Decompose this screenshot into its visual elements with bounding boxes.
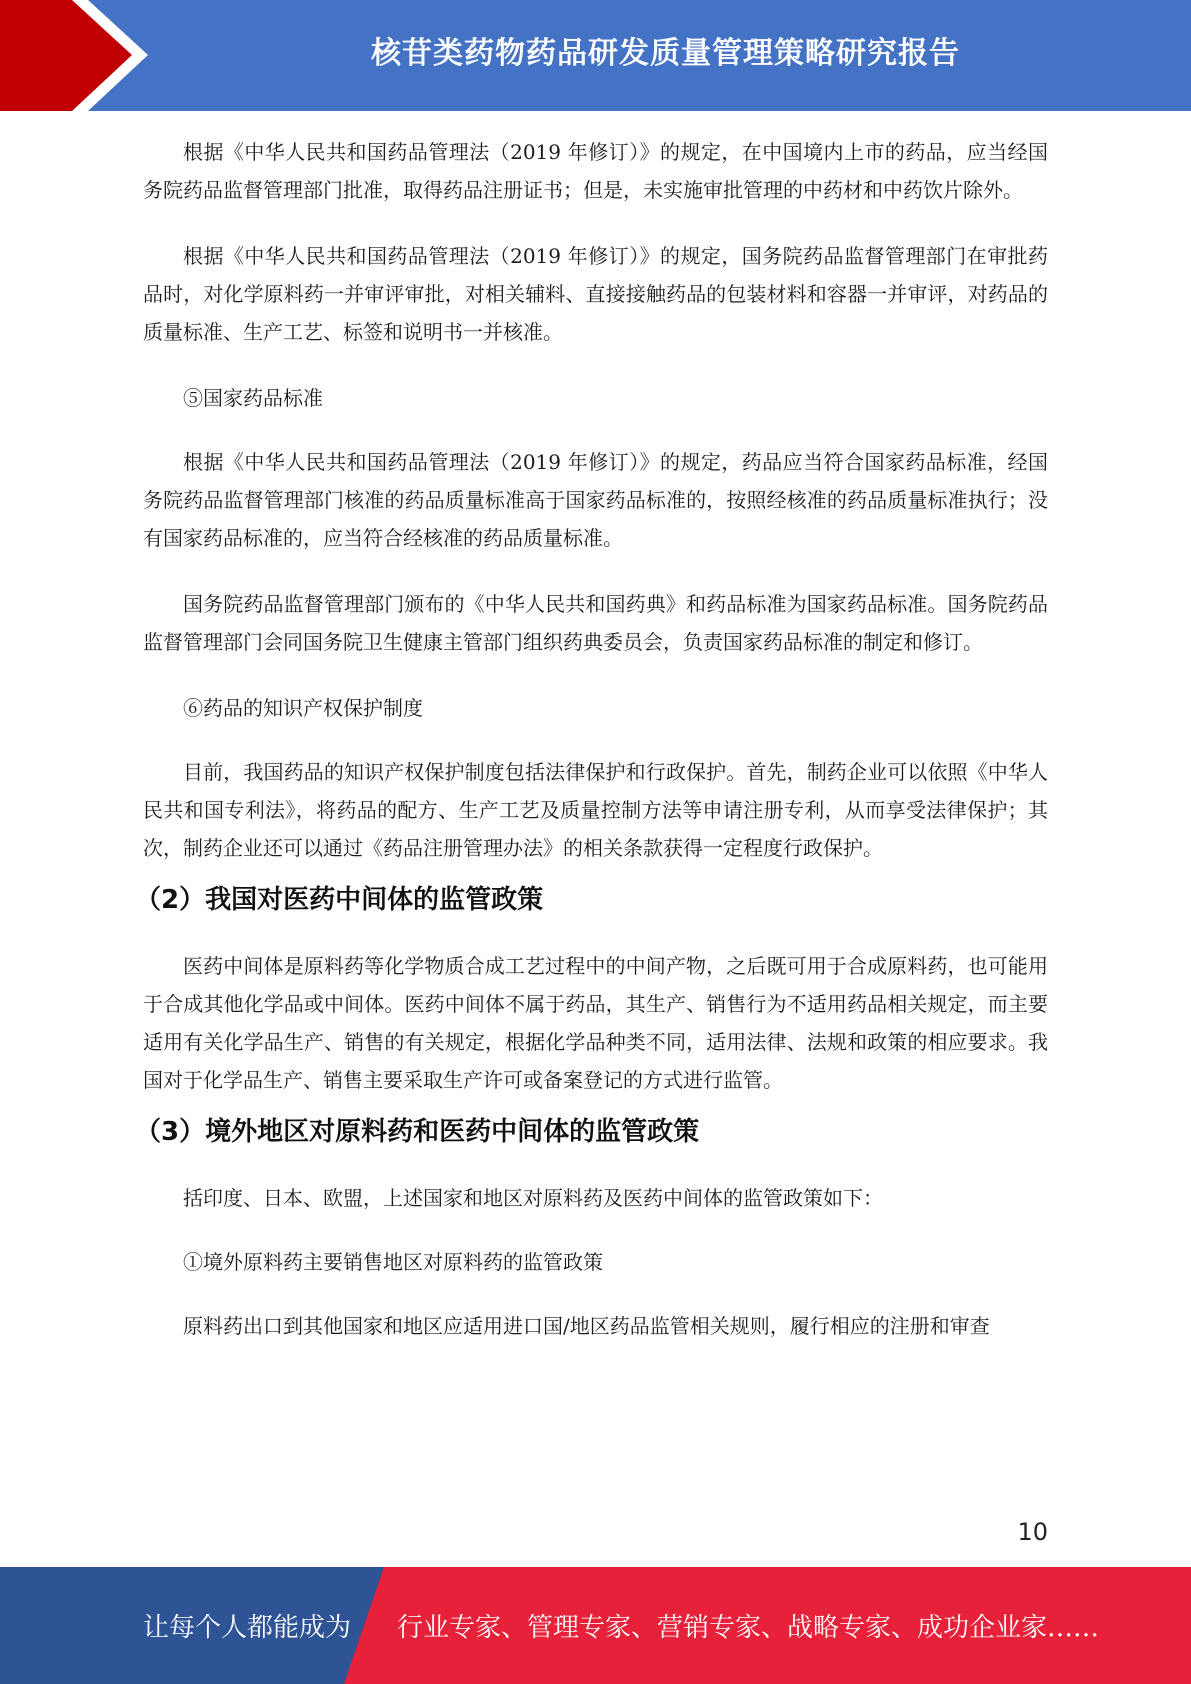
document-body (135, 133, 1048, 1373)
subsection-label: ⑥药品的知识产权保护制度 (183, 696, 423, 720)
paragraph: 根据《中华人民共和国药品管理法（2019 年修订）》的规定，在中国境内上市的药品，应当经国务院药品监督管理部门批准，取得药品注册证书；但是，未实施审批管理的中药材和中药饮片除外。 (143, 140, 1048, 202)
footer-slogan-left: 让每个人都能成为 (143, 1613, 352, 1643)
report-title: 核苷类药物药品研发质量管理策略研究报告 (371, 36, 960, 71)
page-footer (0, 1567, 1191, 1684)
page-number: 10 (1017, 1518, 1048, 1546)
paragraph: 医药中间体是原料药等化学物质合成工艺过程中的中间产物，之后既可用于合成原料药，也可能用于合成其他化学品或中间体。医药中间体不属于药品，其生产、销售行为不适用药品相关规定，而主要适用有关化学品生产、销售的有关规定，根据化学品种类不同，适用法律、法规和政策的相应要求。我国对于化学品生产、销售主要采取生产许可或备案登记的方式进行监管。 (143, 954, 1048, 1092)
paragraph: 括印度、日本、欧盟，上述国家和地区对原料药及医药中间体的监管政策如下： (183, 1186, 883, 1210)
footer-slogan-right: 行业专家、管理专家、营销专家、战略专家、成功企业家…… (397, 1613, 1100, 1643)
paragraph: 目前，我国药品的知识产权保护制度包括法律保护和行政保护。首先，制药企业可以依照《中华人民共和国专利法》，将药品的配方、生产工艺及质量控制方法等申请注册专利，从而享受法律保护；其次，制药企业还可以通过《药品注册管理办法》的相关条款获得一定程度行政保护。 (143, 760, 1048, 860)
paragraph: 原料药出口到其他国家和地区应适用进口国/地区药品监管相关规则，履行相应的注册和审查 (183, 1314, 990, 1338)
subsection-label: ①境外原料药主要销售地区对原料药的监管政策 (183, 1250, 603, 1274)
subsection-label: ⑤国家药品标准 (183, 386, 323, 410)
section-heading: （2）我国对医药中间体的监管政策 (135, 885, 544, 915)
paragraph: 根据《中华人民共和国药品管理法（2019 年修订）》的规定，药品应当符合国家药品标准，经国务院药品监督管理部门核准的药品质量标准高于国家药品标准的，按照经核准的药品质量标准执行；没有国家药品标准的，应当符合经核准的药品质量标准。 (143, 450, 1048, 550)
page-header (0, 0, 1191, 111)
paragraph: 国务院药品监督管理部门颁布的《中华人民共和国药典》和药品标准为国家药品标准。国务院药品监督管理部门会同国务院卫生健康主管部门组织药典委员会，负责国家药品标准的制定和修订。 (143, 592, 1048, 654)
paragraph: 根据《中华人民共和国药品管理法（2019 年修订）》的规定，国务院药品监督管理部门在审批药品时，对化学原料药一并审评审批，对相关辅料、直接接触药品的包装材料和容器一并审评，对药品的质量标准、生产工艺、标签和说明书一并核准。 (143, 244, 1048, 344)
section-heading: （3）境外地区对原料药和医药中间体的监管政策 (135, 1117, 700, 1147)
